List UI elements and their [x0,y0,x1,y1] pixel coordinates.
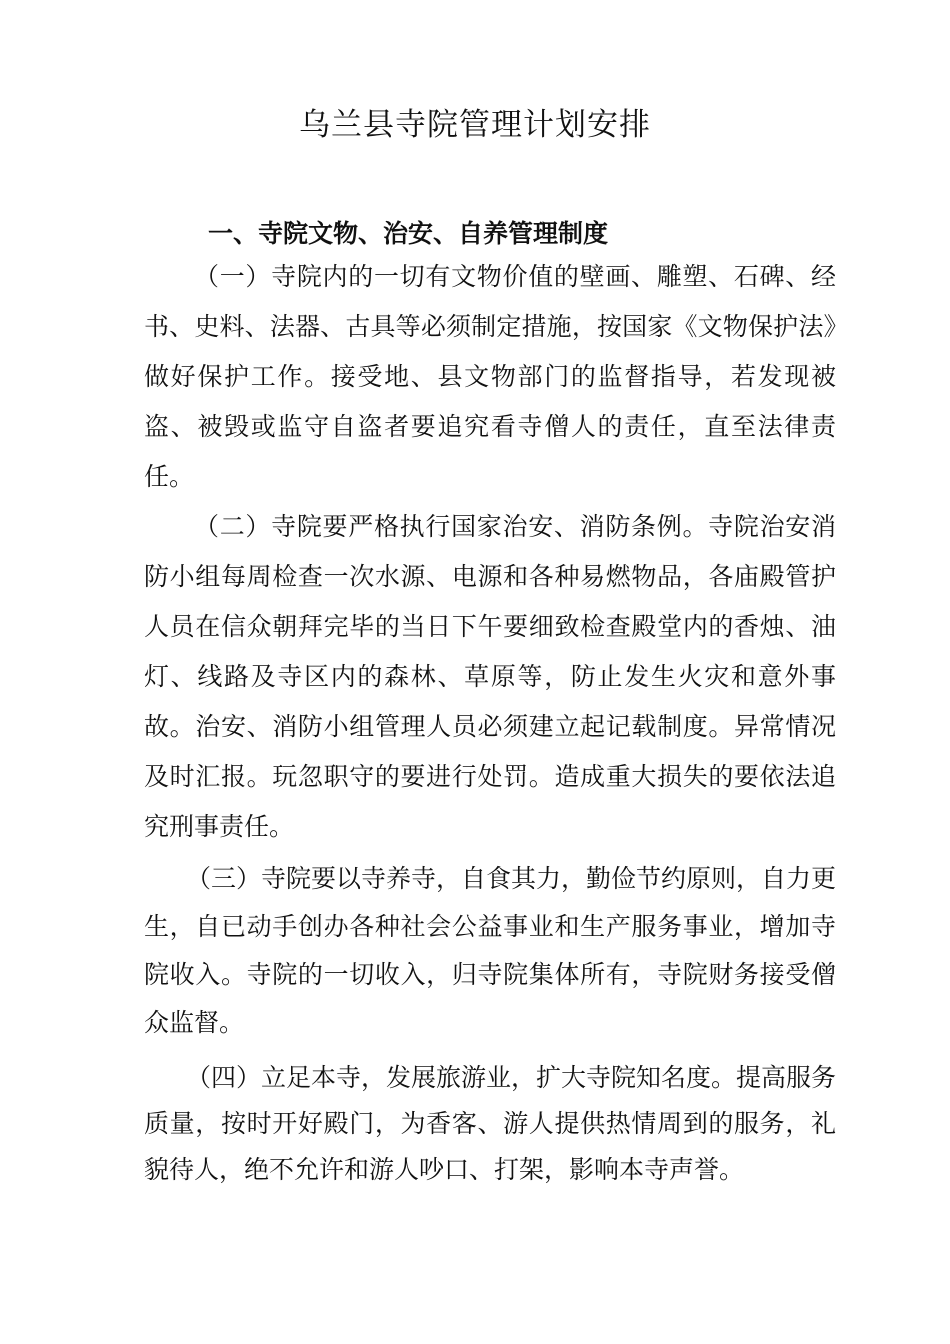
paragraph-2: （二）寺院要严格执行国家治安、消防条例。寺院治安消防小组每周检查一次水源、电源和各种易燃物品，各庙殿管护人员在信众朝拜完毕的当日下午要细致检查殿堂内的香烛、油灯、线路及寺区内的森林、草原等，防止发生火灾和意外事故。治安、消防小组管理人员必须建立起记载制度。异常情况及时汇报。玩忽职守的要进行处罚。造成重大损失的要依法追究刑事责任。 [144,512,836,841]
section-heading: 一、寺院文物、治安、自养管理制度 [208,219,609,248]
document-title: 乌兰县寺院管理计划安排 [299,107,651,143]
paragraph-4: （四）立足本寺，发展旅游业，扩大寺院知名度。提高服务质量，按时开好殿门，为香客、游人提供热情周到的服务，礼貌待人，绝不允许和游人吵口、打架，影响本寺声誉。 [144,1063,837,1184]
paragraph-1: （一）寺院内的一切有文物价值的壁画、雕塑、石碑、经书、史料、法器、古具等必须制定措施，按国家《文物保护法》做好保护工作。接受地、县文物部门的监督指导，若发现被盗、被毁或监守自盗者要追究看寺僧人的责任，直至法律责任。 [144,262,836,491]
paragraph-3: （三）寺院要以寺养寺，自食其力，勤俭节约原则，自力更生，自已动手创办各种社会公益事业和生产服务事业，增加寺院收入。寺院的一切收入，归寺院集体所有，寺院财务接受僧众监督。 [144,864,837,1037]
